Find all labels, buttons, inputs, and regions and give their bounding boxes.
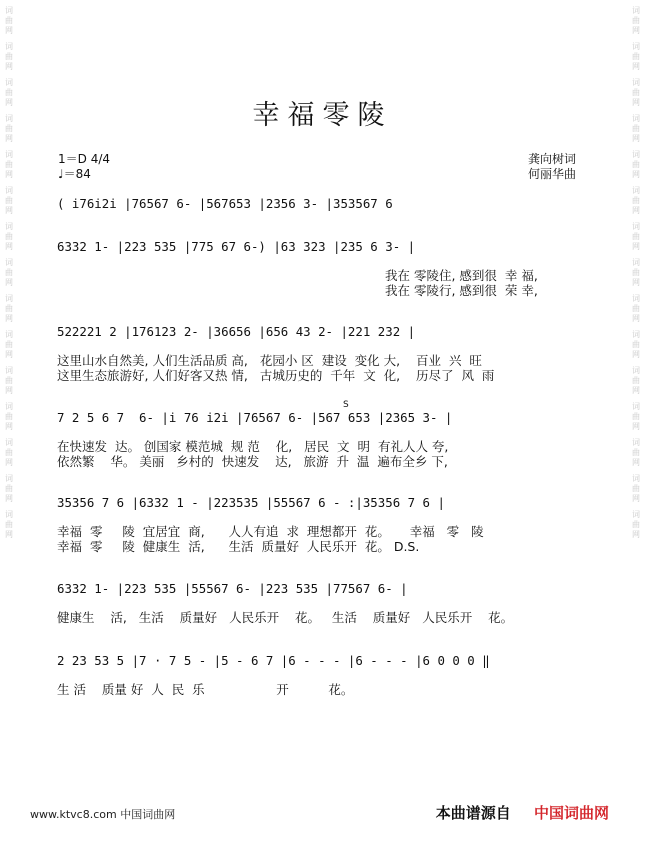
notation-line-1: ( i76i2i |76567 6- |567653 |2356 3- |353567 6 [57, 196, 393, 211]
notation-line-3: 522221 2 |176123 2- |36656 |656 43 2- |221 232 | [57, 324, 416, 339]
composer: 何丽华曲 [528, 167, 577, 181]
tempo-marking: ♩＝84 [58, 167, 91, 181]
lyricist: 龚向树词 [528, 152, 577, 166]
lyric-line-3a: 这里山水自然美, 人们生活品质 高, 花园小 区 建设 变化 大, 百业 兴 旺 [57, 353, 482, 368]
lyric-line-2b: 我在 零陵行, 感到很 荣 幸, [385, 283, 538, 298]
key-tempo [58, 152, 110, 182]
notation-line-4: 7 2 5 6 7 6- |i 76 i2i |76567 6- |567 653 |2365 3- | [57, 410, 453, 425]
footer-source-label: 本曲谱源自 [435, 804, 511, 822]
lyric-line-4a: 在快速发 达。 创国家 模范城 规 范 化, 居民 文 明 有礼人人 夸, [57, 439, 449, 454]
lyric-line-7: 生 活 质量 好 人 民 乐 开 花。 [57, 682, 354, 697]
notation-line-7: 2 23 53 5 |7 · 7 5 - |5 - 6 7 |6 - - - |6 - - - |6 0 0 0 ‖ [57, 653, 490, 668]
watermark-left: 词曲网 词曲网 词曲网 词曲网 词曲网 词曲网 词曲网 词曲网 词曲网 词曲网 词曲网 词曲网 词曲网 词曲网 词曲网 [5, 6, 13, 539]
lyric-line-2a: 我在 零陵住, 感到很 幸 福, [385, 268, 538, 283]
lyric-line-5a: 幸福 零 陵 宜居宜 商, 人人有追 求 理想都开 花。 幸福 零 陵 [57, 524, 484, 539]
lyric-line-6: 健康生 活, 生活 质量好 人民乐开 花。 生活 质量好 人民乐开 花。 [57, 610, 514, 625]
footer-source [436, 802, 609, 823]
notation-line-6: 6332 1- |223 535 |55567 6- |223 535 |77567 6- | [57, 581, 408, 596]
notation-line-5: 35356 7 6 |6332 1 - |223535 |55567 6 - :|35356 7 6 | [57, 495, 445, 510]
lyric-line-4b: 依然繁 华。 美丽 乡村的 快速发 达, 旅游 升 温 遍布全乡 下, [57, 454, 448, 469]
song-title: 幸福零陵 [252, 100, 393, 131]
lyric-line-3b: 这里生态旅游好, 人们好客又热 情, 古城历史的 千年 文 化, 历尽了 风 雨 [57, 368, 495, 383]
watermark-right: 词曲网 词曲网 词曲网 词曲网 词曲网 词曲网 词曲网 词曲网 词曲网 词曲网 词曲网 词曲网 词曲网 词曲网 词曲网 [632, 6, 640, 539]
footer-site: www.ktvc8.com 中国词曲网 [30, 808, 176, 821]
segno-mark: S [343, 400, 349, 410]
footer-brand: 中国词曲网 [533, 804, 609, 822]
notation-line-2: 6332 1- |223 535 |775 67 6-) |63 323 |235 6 3- | [57, 239, 416, 254]
lyric-line-5b: 幸福 零 陵 健康生 活, 生活 质量好 人民乐开 花。 D.S. [57, 539, 420, 554]
credits [528, 152, 576, 182]
key-signature: 1＝D 4/4 [58, 152, 111, 166]
